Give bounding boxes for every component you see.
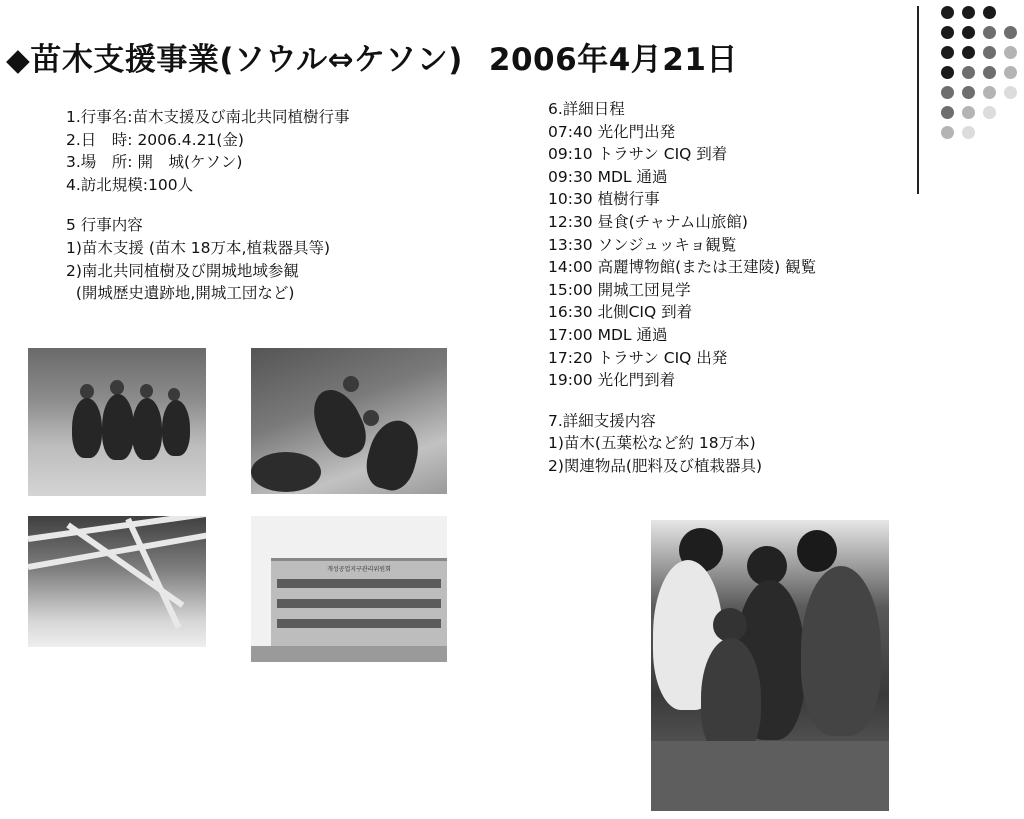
decorative-dot bbox=[1004, 26, 1017, 39]
decorative-dot bbox=[941, 46, 954, 59]
support-item: 1)苗木(五葉松など約 18万本) bbox=[548, 434, 756, 453]
schedule-item: 10:30 植樹行事 bbox=[548, 190, 660, 209]
schedule-item: 17:20 トラサン CIQ 出発 bbox=[548, 348, 728, 367]
decorative-dot bbox=[983, 6, 996, 19]
decorative-dot bbox=[962, 66, 975, 79]
decorative-dot bbox=[962, 26, 975, 39]
decorative-dot bbox=[983, 66, 996, 79]
schedule-column bbox=[548, 98, 816, 478]
decorative-dot bbox=[1004, 86, 1017, 99]
title-date: 2006年4月21日 bbox=[488, 42, 738, 78]
photo-planting-trees bbox=[251, 348, 447, 494]
photo-people-planting-closeup bbox=[651, 520, 889, 811]
schedule-item: 16:30 北側CIQ 到着 bbox=[548, 303, 693, 322]
schedule-item: 12:30 昼食(チャナム山旅館) bbox=[548, 212, 748, 231]
decorative-dot bbox=[983, 86, 996, 99]
photo-greenhouse bbox=[28, 516, 206, 647]
support-heading: 7.詳細支援内容 bbox=[548, 411, 656, 430]
page-title bbox=[6, 34, 738, 79]
schedule-item: 14:00 高麗博物館(または王建陵) 観覧 bbox=[548, 258, 817, 277]
decorative-dot bbox=[941, 126, 954, 139]
content-item: (開城歴史遺跡地,開城工団など) bbox=[66, 284, 295, 303]
schedule-item: 09:10 トラサン CIQ 到着 bbox=[548, 145, 728, 164]
building-sign: 개성공업지구관리위원회 bbox=[327, 566, 391, 573]
content-item: 2)南北共同植樹及び開城地域参観 bbox=[66, 261, 299, 280]
event-info-column bbox=[66, 106, 350, 305]
decorative-dot bbox=[962, 126, 975, 139]
decorative-dot bbox=[941, 26, 954, 39]
info-line-scale: 4.訪北規模:100人 bbox=[66, 175, 194, 194]
decorative-dot bbox=[983, 46, 996, 59]
decorative-dot bbox=[941, 66, 954, 79]
support-item: 2)関連物品(肥料及び植栽器具) bbox=[548, 456, 763, 475]
vertical-divider bbox=[917, 6, 919, 194]
content-heading: 5 行事内容 bbox=[66, 216, 143, 235]
decorative-dot bbox=[962, 106, 975, 119]
schedule-item: 15:00 開城工団見学 bbox=[548, 280, 691, 299]
decorative-dot bbox=[1004, 66, 1017, 79]
photo-group-with-shovels bbox=[28, 348, 206, 496]
schedule-item: 19:00 光化門到着 bbox=[548, 371, 676, 390]
building-shape bbox=[271, 558, 447, 649]
content-item: 1)苗木支援 (苗木 18万本,植栽器具等) bbox=[66, 238, 331, 257]
info-line-date: 2.日 時: 2006.4.21(金) bbox=[66, 130, 244, 149]
schedule-item: 07:40 光化門出発 bbox=[548, 122, 676, 141]
photo-industrial-complex-building bbox=[251, 516, 447, 662]
info-line-name: 1.行事名:苗木支援及び南北共同植樹行事 bbox=[66, 108, 350, 126]
decorative-dot bbox=[941, 6, 954, 19]
decorative-dot bbox=[983, 26, 996, 39]
schedule-item: 09:30 MDL 通過 bbox=[548, 167, 668, 186]
decorative-dot bbox=[983, 106, 996, 119]
info-line-place: 3.場 所: 開 城(ケソン) bbox=[66, 153, 243, 172]
schedule-item: 13:30 ソンジュッキョ観覧 bbox=[548, 235, 737, 254]
decorative-dot bbox=[941, 86, 954, 99]
decorative-dot bbox=[941, 106, 954, 119]
decorative-dot bbox=[962, 6, 975, 19]
decorative-dot bbox=[962, 46, 975, 59]
schedule-item: 17:00 MDL 通過 bbox=[548, 325, 668, 344]
decorative-dot bbox=[962, 86, 975, 99]
schedule-heading: 6.詳細日程 bbox=[548, 100, 625, 118]
decorative-dot bbox=[1004, 46, 1017, 59]
title-text: ◆苗木支援事業(ソウル⇔ケソン) bbox=[6, 42, 463, 78]
